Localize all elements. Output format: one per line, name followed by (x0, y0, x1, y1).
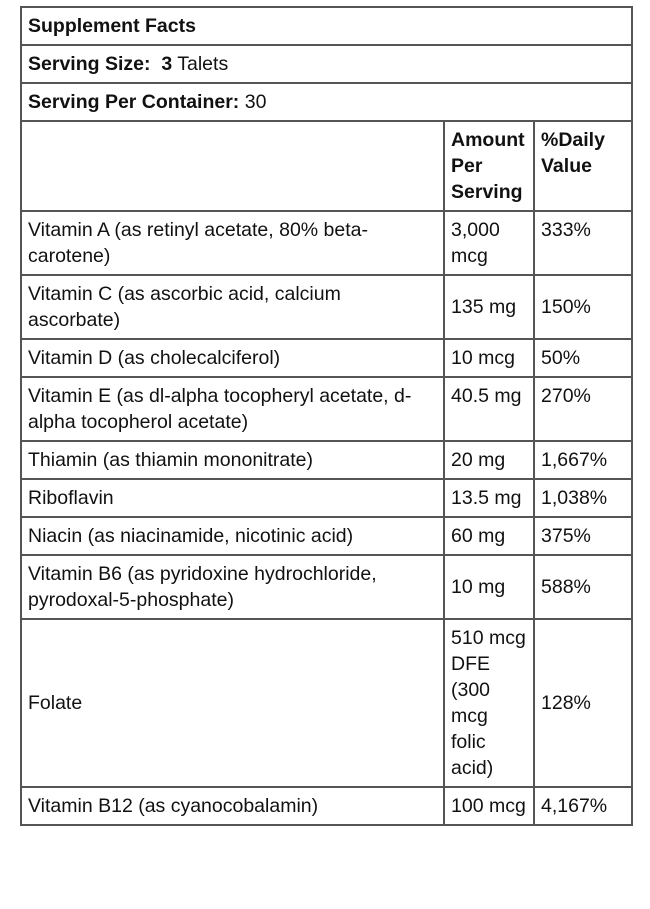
servings-per-container-label: Serving Per Container: (28, 91, 240, 113)
table-row (21, 377, 632, 441)
nutrient-amount: 60 mg (444, 517, 534, 555)
nutrient-name: Vitamin C (as ascorbic acid, calcium ascorbate) (21, 275, 444, 339)
servings-per-container (21, 83, 632, 121)
column-header-amount: Amount Per Serving (444, 121, 534, 211)
nutrient-daily-value: 128% (534, 619, 632, 787)
serving-size-unit: Talets (177, 53, 229, 75)
nutrient-daily-value: 1,038% (534, 479, 632, 517)
serving-size (21, 45, 632, 83)
nutrient-amount: 135 mg (444, 275, 534, 339)
servings-per-container-row (21, 83, 632, 121)
nutrient-amount: 40.5 mg (444, 377, 534, 441)
table-row (21, 479, 632, 517)
nutrient-amount: 3,000 mcg (444, 211, 534, 275)
table-row (21, 211, 632, 275)
supplement-facts-table (20, 6, 633, 826)
title-row (21, 7, 632, 45)
table-title: Supplement Facts (21, 7, 632, 45)
nutrient-daily-value: 588% (534, 555, 632, 619)
table-row (21, 555, 632, 619)
nutrient-name: Vitamin E (as dl-alpha tocopheryl acetate, d-alpha tocopherol acetate) (21, 377, 444, 441)
nutrient-name: Folate (21, 619, 444, 787)
table-row (21, 517, 632, 555)
nutrient-daily-value: 375% (534, 517, 632, 555)
nutrient-name: Vitamin B12 (as cyanocobalamin) (21, 787, 444, 825)
nutrient-daily-value: 150% (534, 275, 632, 339)
table-row (21, 441, 632, 479)
column-header-row (21, 121, 632, 211)
nutrient-daily-value: 270% (534, 377, 632, 441)
nutrient-daily-value: 50% (534, 339, 632, 377)
nutrient-name: Vitamin D (as cholecalciferol) (21, 339, 444, 377)
serving-size-label: Serving Size: (28, 53, 151, 75)
nutrient-amount: 20 mg (444, 441, 534, 479)
serving-size-count: 3 (161, 53, 173, 75)
nutrient-daily-value: 333% (534, 211, 632, 275)
column-header-name (21, 121, 444, 211)
nutrient-amount: 10 mg (444, 555, 534, 619)
servings-per-container-value: 30 (244, 91, 267, 113)
serving-size-row (21, 45, 632, 83)
nutrient-name: Vitamin A (as retinyl acetate, 80% beta-carotene) (21, 211, 444, 275)
nutrient-name: Vitamin B6 (as pyridoxine hydrochloride, pyrodoxal-5-phosphate) (21, 555, 444, 619)
nutrient-amount: 13.5 mg (444, 479, 534, 517)
nutrient-name: Thiamin (as thiamin mononitrate) (21, 441, 444, 479)
column-header-daily-value: %Daily Value (534, 121, 632, 211)
nutrient-amount: 100 mcg (444, 787, 534, 825)
table-row (21, 787, 632, 825)
table-row (21, 619, 632, 787)
nutrient-amount: 10 mcg (444, 339, 534, 377)
nutrient-name: Niacin (as niacinamide, nicotinic acid) (21, 517, 444, 555)
table-row (21, 275, 632, 339)
nutrient-name: Riboflavin (21, 479, 444, 517)
nutrient-daily-value: 4,167% (534, 787, 632, 825)
nutrient-daily-value: 1,667% (534, 441, 632, 479)
nutrient-amount: 510 mcg DFE (300 mcg folic acid) (444, 619, 534, 787)
table-row (21, 339, 632, 377)
